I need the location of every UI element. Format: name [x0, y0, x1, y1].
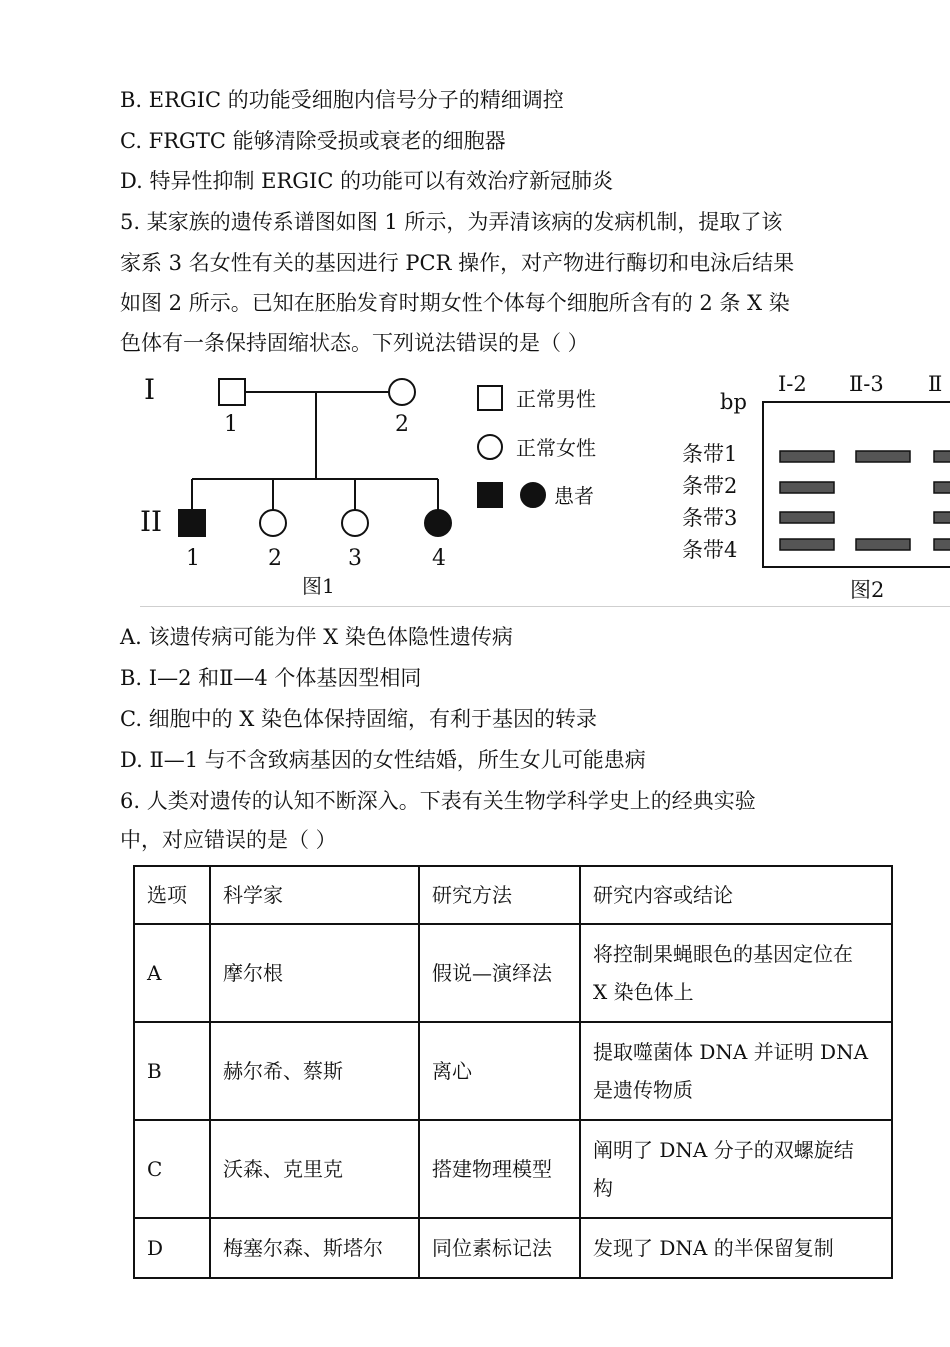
- label-i1: 1: [224, 412, 238, 437]
- lane-label-i2: Ⅰ-2: [778, 372, 807, 396]
- q4-option-c: C. FRGTC 能够清除受损或衰老的细胞器: [120, 129, 506, 153]
- table-row: [134, 1218, 892, 1278]
- figure-divider: [140, 606, 950, 607]
- q5-figures: [130, 365, 950, 607]
- legend-affected-female-icon: [521, 483, 545, 507]
- electrophoresis-figure: [682, 372, 950, 602]
- table-row: [134, 1022, 892, 1120]
- q4-option-b: B. ERGIC 的功能受细胞内信号分子的精细调控: [120, 88, 564, 112]
- q6-stem-line-2: 中，对应错误的是（ ）: [120, 828, 337, 852]
- band-label-2: 条带2: [682, 474, 738, 498]
- table-header-row: [134, 866, 892, 924]
- label-ii3: 3: [348, 546, 362, 571]
- label-ii2: 2: [268, 546, 282, 571]
- individual-ii2-normal-female: [260, 510, 286, 536]
- q5-option-d: D. Ⅱ—1 与不含致病基因的女性结婚，所生女儿可能患病: [120, 748, 646, 772]
- band-label-3: 条带3: [682, 506, 738, 530]
- label-ii1: 1: [186, 546, 200, 571]
- legend-normal-male-icon: [478, 386, 502, 410]
- band-ii4-2: [934, 482, 950, 493]
- figures-svg: [130, 365, 950, 607]
- band-i2-2: [780, 482, 834, 493]
- generation-label-i: I: [144, 373, 156, 406]
- legend-affected-male-icon: [478, 483, 502, 507]
- band-ii4-4: [934, 539, 950, 550]
- row-content: 提取噬菌体 DNA 并证明 DNA 是遗传物质: [580, 1022, 892, 1120]
- header-scientist: 科学家: [210, 866, 419, 924]
- pedigree-figure: [140, 373, 596, 598]
- individual-i1-normal-male: [219, 379, 245, 405]
- band-ii3-1: [856, 451, 910, 462]
- row-content: 发现了 DNA 的半保留复制: [580, 1218, 892, 1278]
- band-ii3-4: [856, 539, 910, 550]
- lane-label-ii3: Ⅱ-3: [849, 372, 884, 396]
- row-method: 同位素标记法: [419, 1218, 580, 1278]
- q5-stem-line-1: 5. 某家族的遗传系谱图如图 1 所示，为弄清该病的发病机制，提取了该: [120, 210, 783, 234]
- table-row: [134, 1120, 892, 1218]
- row-option: C: [134, 1120, 210, 1218]
- generation-label-ii: II: [140, 505, 163, 538]
- q6-stem-line-1: 6. 人类对遗传的认知不断深入。下表有关生物学科学史上的经典实验: [120, 789, 756, 813]
- bp-label: bp: [720, 390, 747, 414]
- q5-stem-line-4: 色体有一条保持固缩状态。下列说法错误的是（ ）: [120, 331, 589, 355]
- band-i2-1: [780, 451, 834, 462]
- row-scientist: 赫尔希、蔡斯: [210, 1022, 419, 1120]
- band-label-1: 条带1: [682, 442, 738, 466]
- row-option: D: [134, 1218, 210, 1278]
- individual-ii1-affected-male: [179, 510, 205, 536]
- row-scientist: 梅塞尔森、斯塔尔: [210, 1218, 419, 1278]
- band-label-4: 条带4: [682, 538, 738, 562]
- band-ii4-1: [934, 451, 950, 462]
- figure2-caption: 图2: [850, 578, 885, 602]
- individual-ii4-affected-female: [425, 510, 451, 536]
- label-ii4: 4: [432, 546, 446, 571]
- row-scientist: 沃森、克里克: [210, 1120, 419, 1218]
- q4-option-d: D. 特异性抑制 ERGIC 的功能可以有效治疗新冠肺炎: [120, 169, 614, 193]
- legend-patient-label: 患者: [554, 484, 594, 508]
- q5-stem-line-3: 如图 2 所示。已知在胚胎发育时期女性个体每个细胞所含有的 2 条 X 染: [120, 291, 790, 315]
- lane-label-ii4: Ⅱ: [928, 372, 943, 396]
- band-ii4-3: [934, 512, 950, 523]
- q5-option-c: C. 细胞中的 X 染色体保持固缩，有利于基因的转录: [120, 707, 597, 731]
- experiments-table: [133, 865, 893, 1279]
- legend-normal-male-label: 正常男性: [516, 387, 596, 411]
- q5-option-b: B. Ⅰ—2 和Ⅱ—4 个体基因型相同: [120, 666, 422, 690]
- row-method: 离心: [419, 1022, 580, 1120]
- table-row: [134, 924, 892, 1022]
- row-option: A: [134, 924, 210, 1022]
- header-method: 研究方法: [419, 866, 580, 924]
- row-option: B: [134, 1022, 210, 1120]
- individual-i2-normal-female: [389, 379, 415, 405]
- individual-ii3-normal-female: [342, 510, 368, 536]
- q5-stem-line-2: 家系 3 名女性有关的基因进行 PCR 操作，对产物进行酶切和电泳后结果: [120, 251, 795, 275]
- row-content: 将控制果蝇眼色的基因定位在 X 染色体上: [580, 924, 892, 1022]
- row-scientist: 摩尔根: [210, 924, 419, 1022]
- q5-option-a: A. 该遗传病可能为伴 X 染色体隐性遗传病: [120, 625, 513, 649]
- row-method: 搭建物理模型: [419, 1120, 580, 1218]
- header-content: 研究内容或结论: [580, 866, 892, 924]
- band-i2-4: [780, 539, 834, 550]
- row-method: 假说—演绎法: [419, 924, 580, 1022]
- header-option: 选项: [134, 866, 210, 924]
- row-content: 阐明了 DNA 分子的双螺旋结 构: [580, 1120, 892, 1218]
- legend-normal-female-label: 正常女性: [516, 436, 596, 460]
- legend-normal-female-icon: [478, 435, 502, 459]
- band-i2-3: [780, 512, 834, 523]
- label-i2: 2: [395, 412, 409, 437]
- figure1-caption: 图1: [302, 574, 335, 598]
